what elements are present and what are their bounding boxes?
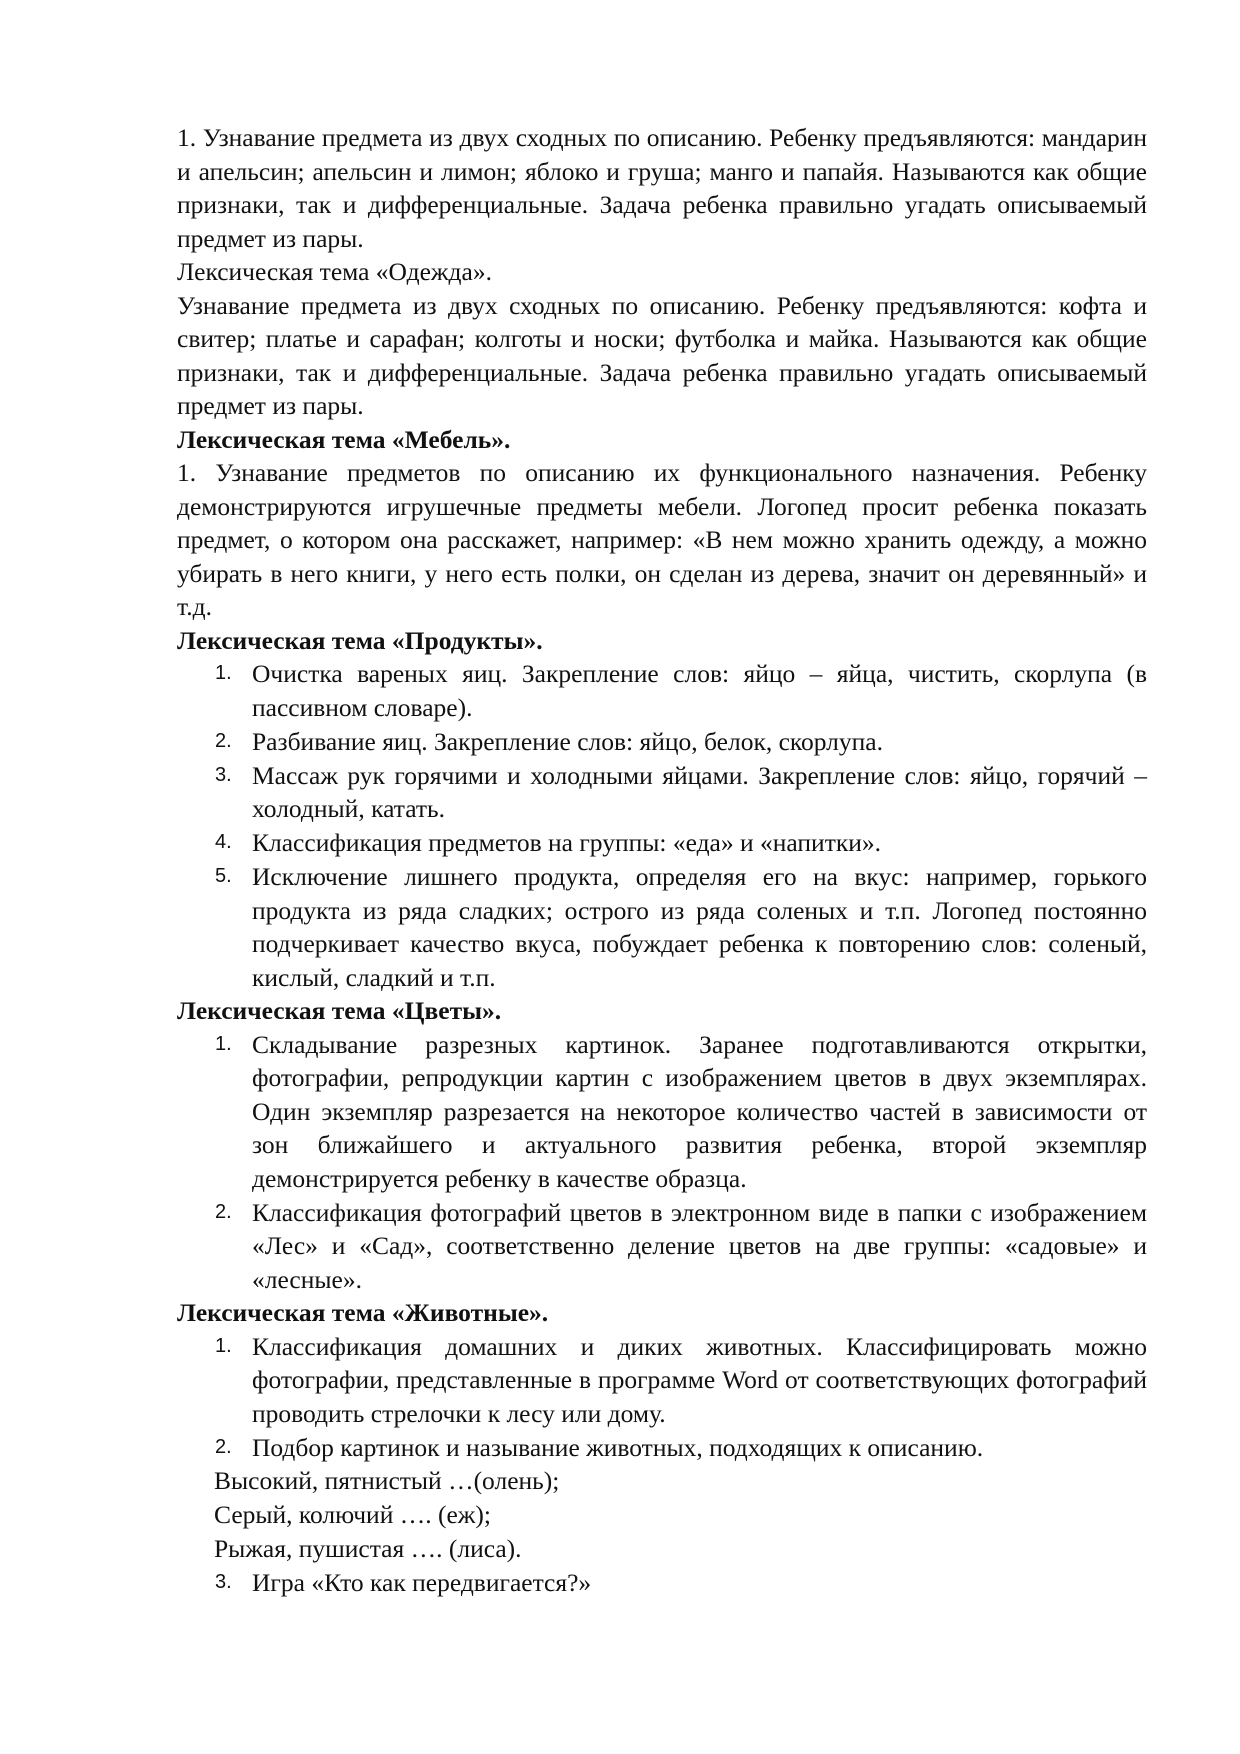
- list-item: [177, 759, 1147, 826]
- list-item: [177, 1566, 1147, 1600]
- flowers-list: [177, 1028, 1147, 1297]
- list-item: [177, 1028, 1147, 1196]
- list-item-number: 3.: [215, 763, 232, 786]
- list-item-text: Классификация предметов на группы: «еда» и «напитки».: [252, 828, 881, 857]
- animals-example-fox: Рыжая, пушистая …. (лиса).: [214, 1534, 522, 1563]
- list-item-text: Подбор картинок и называние животных, подходящих к описанию.: [252, 1432, 984, 1462]
- list-item: [177, 826, 1147, 860]
- animals-example-deer: Высокий, пятнистый …(олень);: [214, 1466, 560, 1495]
- animals-example-hedgehog: Серый, колючий …. (еж);: [214, 1500, 491, 1529]
- list-item: [177, 1431, 1147, 1465]
- list-item-number: 5.: [215, 865, 232, 887]
- list-item-text: Классификация домашних и диких животных. Классифицировать можно фотографии, представленные в программе Word от соответствующих фотографий проводить стрелочки к лесу или дому.: [252, 1331, 1147, 1428]
- list-item-text: Классификация фотографий цветов в электронном виде в папки с изображением «Лес» и «Сад», соответственно деление цветов на две группы: «садовые» и «лесные».: [252, 1197, 1147, 1294]
- products-heading: Лексическая тема «Продукты».: [177, 625, 543, 655]
- clothing-paragraph: Узнавание предмета из двух сходных по описанию. Ребенку предъявляются: кофта и свитер; платье и сарафан; колготы и носки; футболка и майка. Называются как общие признаки, так и дифференциальные. Задача ребенка правильно угадать описываемый предмет из пары.: [177, 290, 1147, 420]
- animals-list: [177, 1330, 1147, 1465]
- intro-paragraph: 1. Узнавание предмета из двух сходных по описанию. Ребенку предъявляются: мандарин и апельсин; апельсин и лимон; яблоко и груша; манго и папайя. Называются как общие признаки, так и дифференциальные. Задача ребенка правильно угадать описываемый предмет из пары.: [177, 123, 1147, 253]
- list-item: [177, 725, 1147, 759]
- list-item-number: 4.: [215, 831, 232, 853]
- animals-heading: Лексическая тема «Животные».: [177, 1298, 549, 1327]
- list-item: [177, 657, 1147, 724]
- flowers-heading: Лексическая тема «Цветы».: [177, 996, 502, 1025]
- list-item-text: Игра «Кто как передвигается?»: [252, 1567, 592, 1597]
- list-item-number: 1.: [215, 1032, 232, 1055]
- clothing-topic: Лексическая тема «Одежда».: [177, 257, 492, 286]
- products-list: [177, 657, 1147, 994]
- list-item-text: Исключение лишнего продукта, определяя его на вкус: например, горького продукта из ряда сладких; острого из ряда соленых и т.п. Логопед постоянно подчеркивает качество вкуса, побуждает ребенка к повторению слов: соленый, кислый, сладкий и т.п.: [252, 862, 1147, 992]
- furniture-heading: Лексическая тема «Мебель».: [177, 424, 511, 454]
- list-item: [177, 1330, 1147, 1431]
- list-item-text: Разбивание яиц. Закрепление слов: яйцо, белок, скорлупа.: [252, 726, 883, 756]
- list-item-number: 1.: [215, 1334, 232, 1357]
- list-item: [177, 1196, 1147, 1297]
- list-item-number: 2.: [215, 1200, 232, 1223]
- document-page: [177, 121, 1147, 1599]
- animals-list-continued: [177, 1566, 1147, 1600]
- furniture-paragraph: 1. Узнавание предметов по описанию их функционального назначения. Ребенку демонстрируются игрушечные предметы мебели. Логопед просит ребенка показать предмет, о котором она расскажет, например: «В нем можно хранить одежду, а можно убирать в него книги, у него есть полки, он сделан из дерева, значит он деревянный» и т.д.: [177, 458, 1147, 621]
- list-item-text: Складывание разрезных картинок. Заранее подготавливаются открытки, фотографии, репродукции картин с изображением цветов в двух экземплярах. Один экземпляр разрезается на некоторое количество частей в зависимости от зон ближайшего и актуального развития ребенка, второй экземпляр демонстрируется ребенку в качестве образца.: [252, 1029, 1147, 1193]
- list-item-number: 2.: [215, 1435, 232, 1458]
- list-item: [177, 860, 1147, 994]
- list-item-text: Массаж рук горячими и холодными яйцами. Закрепление слов: яйцо, горячий – холодный, катать.: [252, 760, 1147, 823]
- list-item-number: 1.: [215, 662, 232, 684]
- list-item-number: 3.: [215, 1570, 232, 1593]
- list-item-text: Очистка вареных яиц. Закрепление слов: яйцо – яйца, чистить, скорлупа (в пассивном словаре).: [252, 659, 1147, 722]
- list-item-number: 2.: [215, 729, 232, 752]
